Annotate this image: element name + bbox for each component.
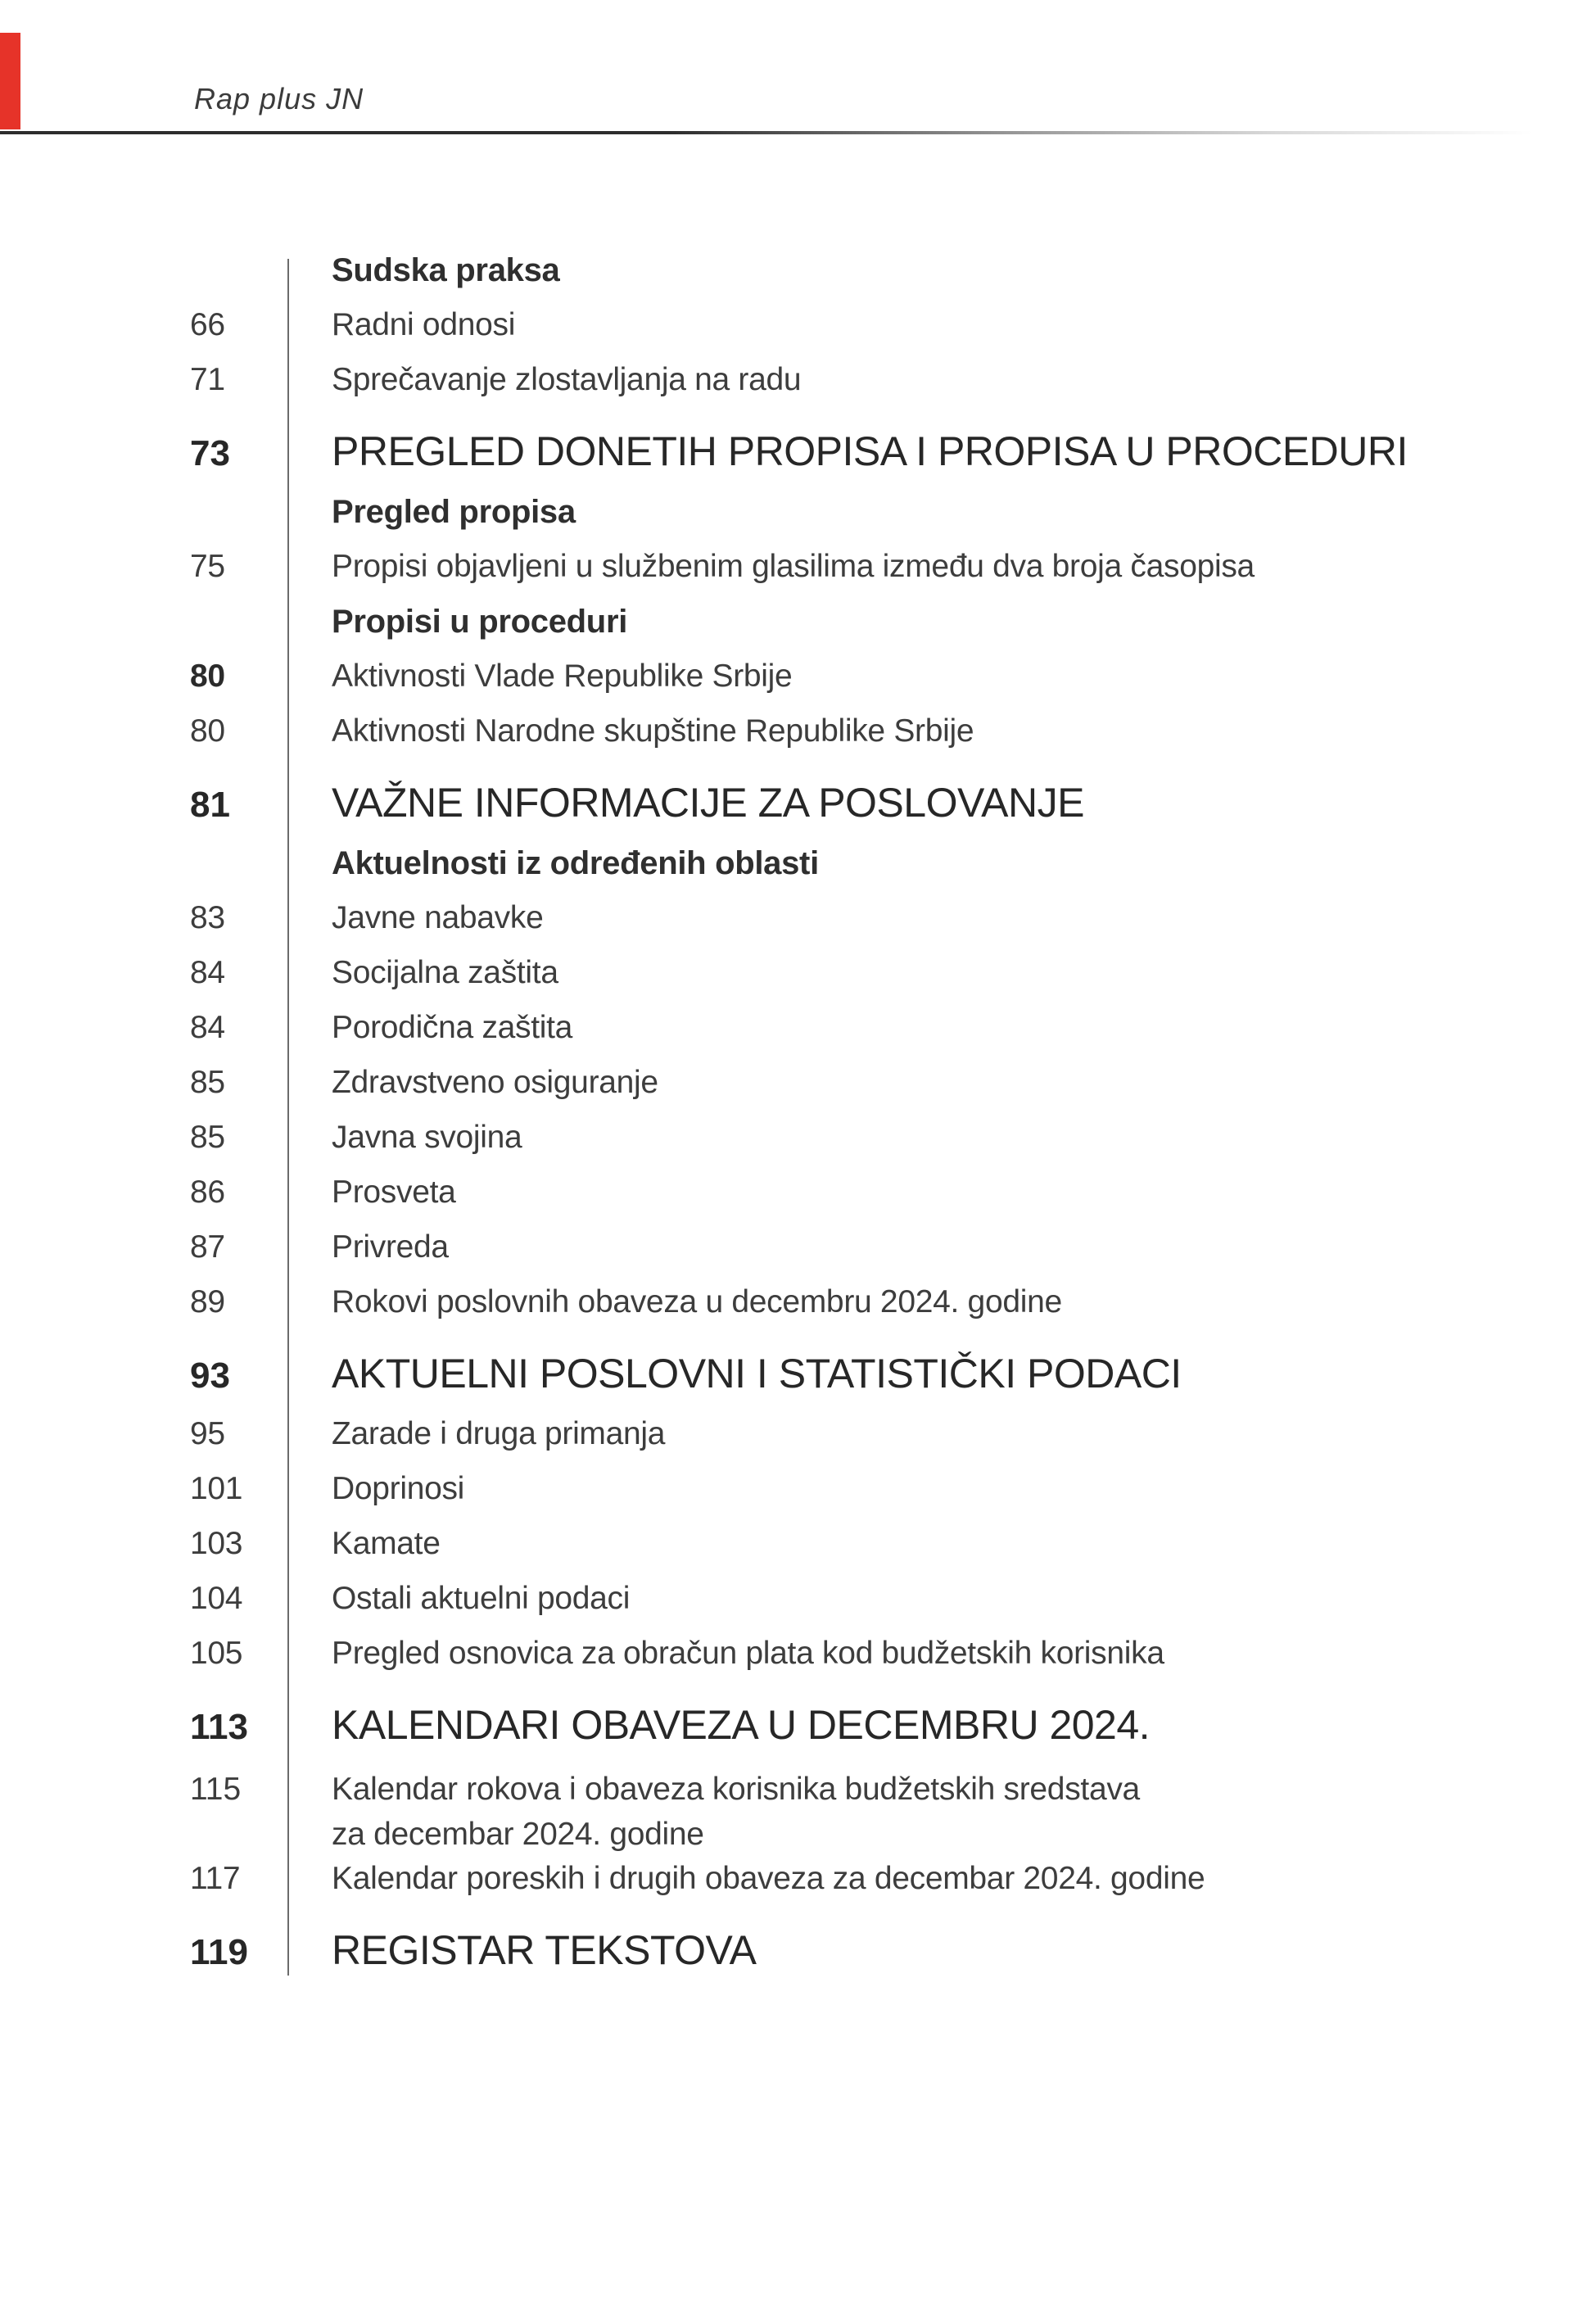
magazine-brand: Rap plus JN <box>194 82 364 115</box>
toc-page-number: 93 <box>190 1356 230 1396</box>
toc-row <box>0 1635 1596 1690</box>
toc-entry-title: Porodična zaštita <box>332 1010 573 1045</box>
toc-section-heading: PREGLED DONETIH PROPISA I PROPISA U PROCEDURI <box>332 428 1408 474</box>
toc-section-heading: REGISTAR TEKSTOVA <box>332 1927 757 1973</box>
toc-section-subheading: Pregled propisa <box>332 494 576 530</box>
red-accent-bar <box>0 33 20 129</box>
toc-entry-title: Kamate <box>332 1526 441 1561</box>
toc-page-number: 75 <box>190 549 225 584</box>
toc-page-number: 85 <box>190 1065 225 1100</box>
toc-section-subheading: Sudska praksa <box>332 252 560 288</box>
toc-page-number: 87 <box>190 1229 225 1265</box>
toc-page-number: 105 <box>190 1636 243 1671</box>
toc-row-section-header <box>0 1926 1596 1992</box>
toc-page-number: 83 <box>190 900 225 935</box>
toc-row <box>0 1229 1596 1283</box>
toc-row <box>0 1470 1596 1525</box>
toc-row <box>0 1860 1596 1915</box>
toc-entry-title: Zdravstveno osiguranje <box>332 1065 658 1100</box>
toc-page-number: 119 <box>190 1932 248 1972</box>
toc-row <box>0 1580 1596 1635</box>
toc-entry-title: Javne nabavke <box>332 900 544 935</box>
toc-entry-title: Sprečavanje zlostavljanja na radu <box>332 362 802 397</box>
toc-page-number: 104 <box>190 1581 243 1616</box>
toc-row <box>0 713 1596 767</box>
toc-entry-title: Radni odnosi <box>332 307 516 342</box>
toc-row <box>0 899 1596 954</box>
toc-page-number: 117 <box>190 1861 241 1896</box>
toc-entry-title: Privreda <box>332 1229 449 1265</box>
toc-page-number: 66 <box>190 307 225 342</box>
toc-page-number: 86 <box>190 1175 225 1210</box>
toc-row <box>0 603 1596 658</box>
toc-entry-title: Ostali aktuelni podaci <box>332 1581 631 1616</box>
toc-page-number: 89 <box>190 1284 225 1319</box>
toc-row-section-header <box>0 1701 1596 1767</box>
toc-row <box>0 493 1596 548</box>
toc-page-number: 71 <box>190 362 225 397</box>
toc-section-subheading: Propisi u proceduri <box>332 604 628 640</box>
toc-page-number: 73 <box>190 433 230 473</box>
toc-page-number: 103 <box>190 1526 243 1561</box>
toc-page-number: 101 <box>190 1471 243 1506</box>
toc-page-number: 113 <box>190 1707 248 1747</box>
toc-row <box>0 306 1596 361</box>
toc-page-number: 84 <box>190 1010 225 1045</box>
toc-page-number: 80 <box>190 659 225 694</box>
toc-row <box>0 844 1596 899</box>
toc-row <box>0 1415 1596 1470</box>
toc-page-number: 85 <box>190 1120 225 1155</box>
toc-entry-title: Aktivnosti Vlade Republike Srbije <box>332 659 793 694</box>
toc-row <box>0 658 1596 713</box>
toc-page-number: 95 <box>190 1416 225 1451</box>
toc-row-section-header <box>0 1350 1596 1415</box>
toc-entry-title: Kalendar poreskih i drugih obaveza za decembar 2024. godine <box>332 1861 1205 1896</box>
toc-page-number: 115 <box>190 1772 242 1807</box>
toc-page-number: 80 <box>190 713 225 749</box>
toc-entry-title: Javna svojina <box>332 1120 522 1155</box>
toc-entry-title: Aktivnosti Narodne skupštine Republike Srbije <box>332 713 974 749</box>
toc-row <box>0 1283 1596 1338</box>
toc-entry-title: Pregled osnovica za obračun plata kod budžetskih korisnika <box>332 1636 1164 1671</box>
toc-row <box>0 1009 1596 1064</box>
toc-section-heading: KALENDARI OBAVEZA U DECEMBRU 2024. <box>332 1702 1151 1748</box>
toc-entry-title: Zarade i druga primanja <box>332 1416 666 1451</box>
table-of-contents <box>0 251 1596 1992</box>
toc-row <box>0 548 1596 603</box>
toc-entry-title: Prosveta <box>332 1175 456 1210</box>
toc-page-number: 81 <box>190 785 230 825</box>
toc-entry-title: Rokovi poslovnih obaveza u decembru 2024. godine <box>332 1284 1062 1319</box>
toc-page-number: 84 <box>190 955 225 990</box>
toc-entry-title-line2: za decembar 2024. godine <box>332 1817 704 1852</box>
toc-section-heading: VAŽNE INFORMACIJE ZA POSLOVANJE <box>332 780 1084 826</box>
toc-row <box>0 251 1596 306</box>
toc-row <box>0 361 1596 416</box>
toc-entry-title-line1: Kalendar rokova i obaveza korisnika budžetskih sredstava <box>332 1772 1140 1807</box>
toc-entry-title <box>332 1767 1596 1857</box>
toc-row <box>0 1174 1596 1229</box>
toc-entry-title: Propisi objavljeni u službenim glasilima između dva broja časopisa <box>332 549 1255 584</box>
toc-row <box>0 1119 1596 1174</box>
toc-row-section-header <box>0 428 1596 493</box>
toc-row-section-header <box>0 779 1596 844</box>
toc-row <box>0 954 1596 1009</box>
toc-row <box>0 1064 1596 1119</box>
toc-entry-title: Doprinosi <box>332 1471 465 1506</box>
toc-entry-title: Socijalna zaštita <box>332 955 558 990</box>
toc-row <box>0 1525 1596 1580</box>
toc-row <box>0 1767 1596 1860</box>
toc-section-subheading: Aktuelnosti iz određenih oblasti <box>332 845 819 881</box>
header-rule <box>0 131 1596 134</box>
toc-section-heading: AKTUELNI POSLOVNI I STATISTIČKI PODACI <box>332 1351 1182 1396</box>
